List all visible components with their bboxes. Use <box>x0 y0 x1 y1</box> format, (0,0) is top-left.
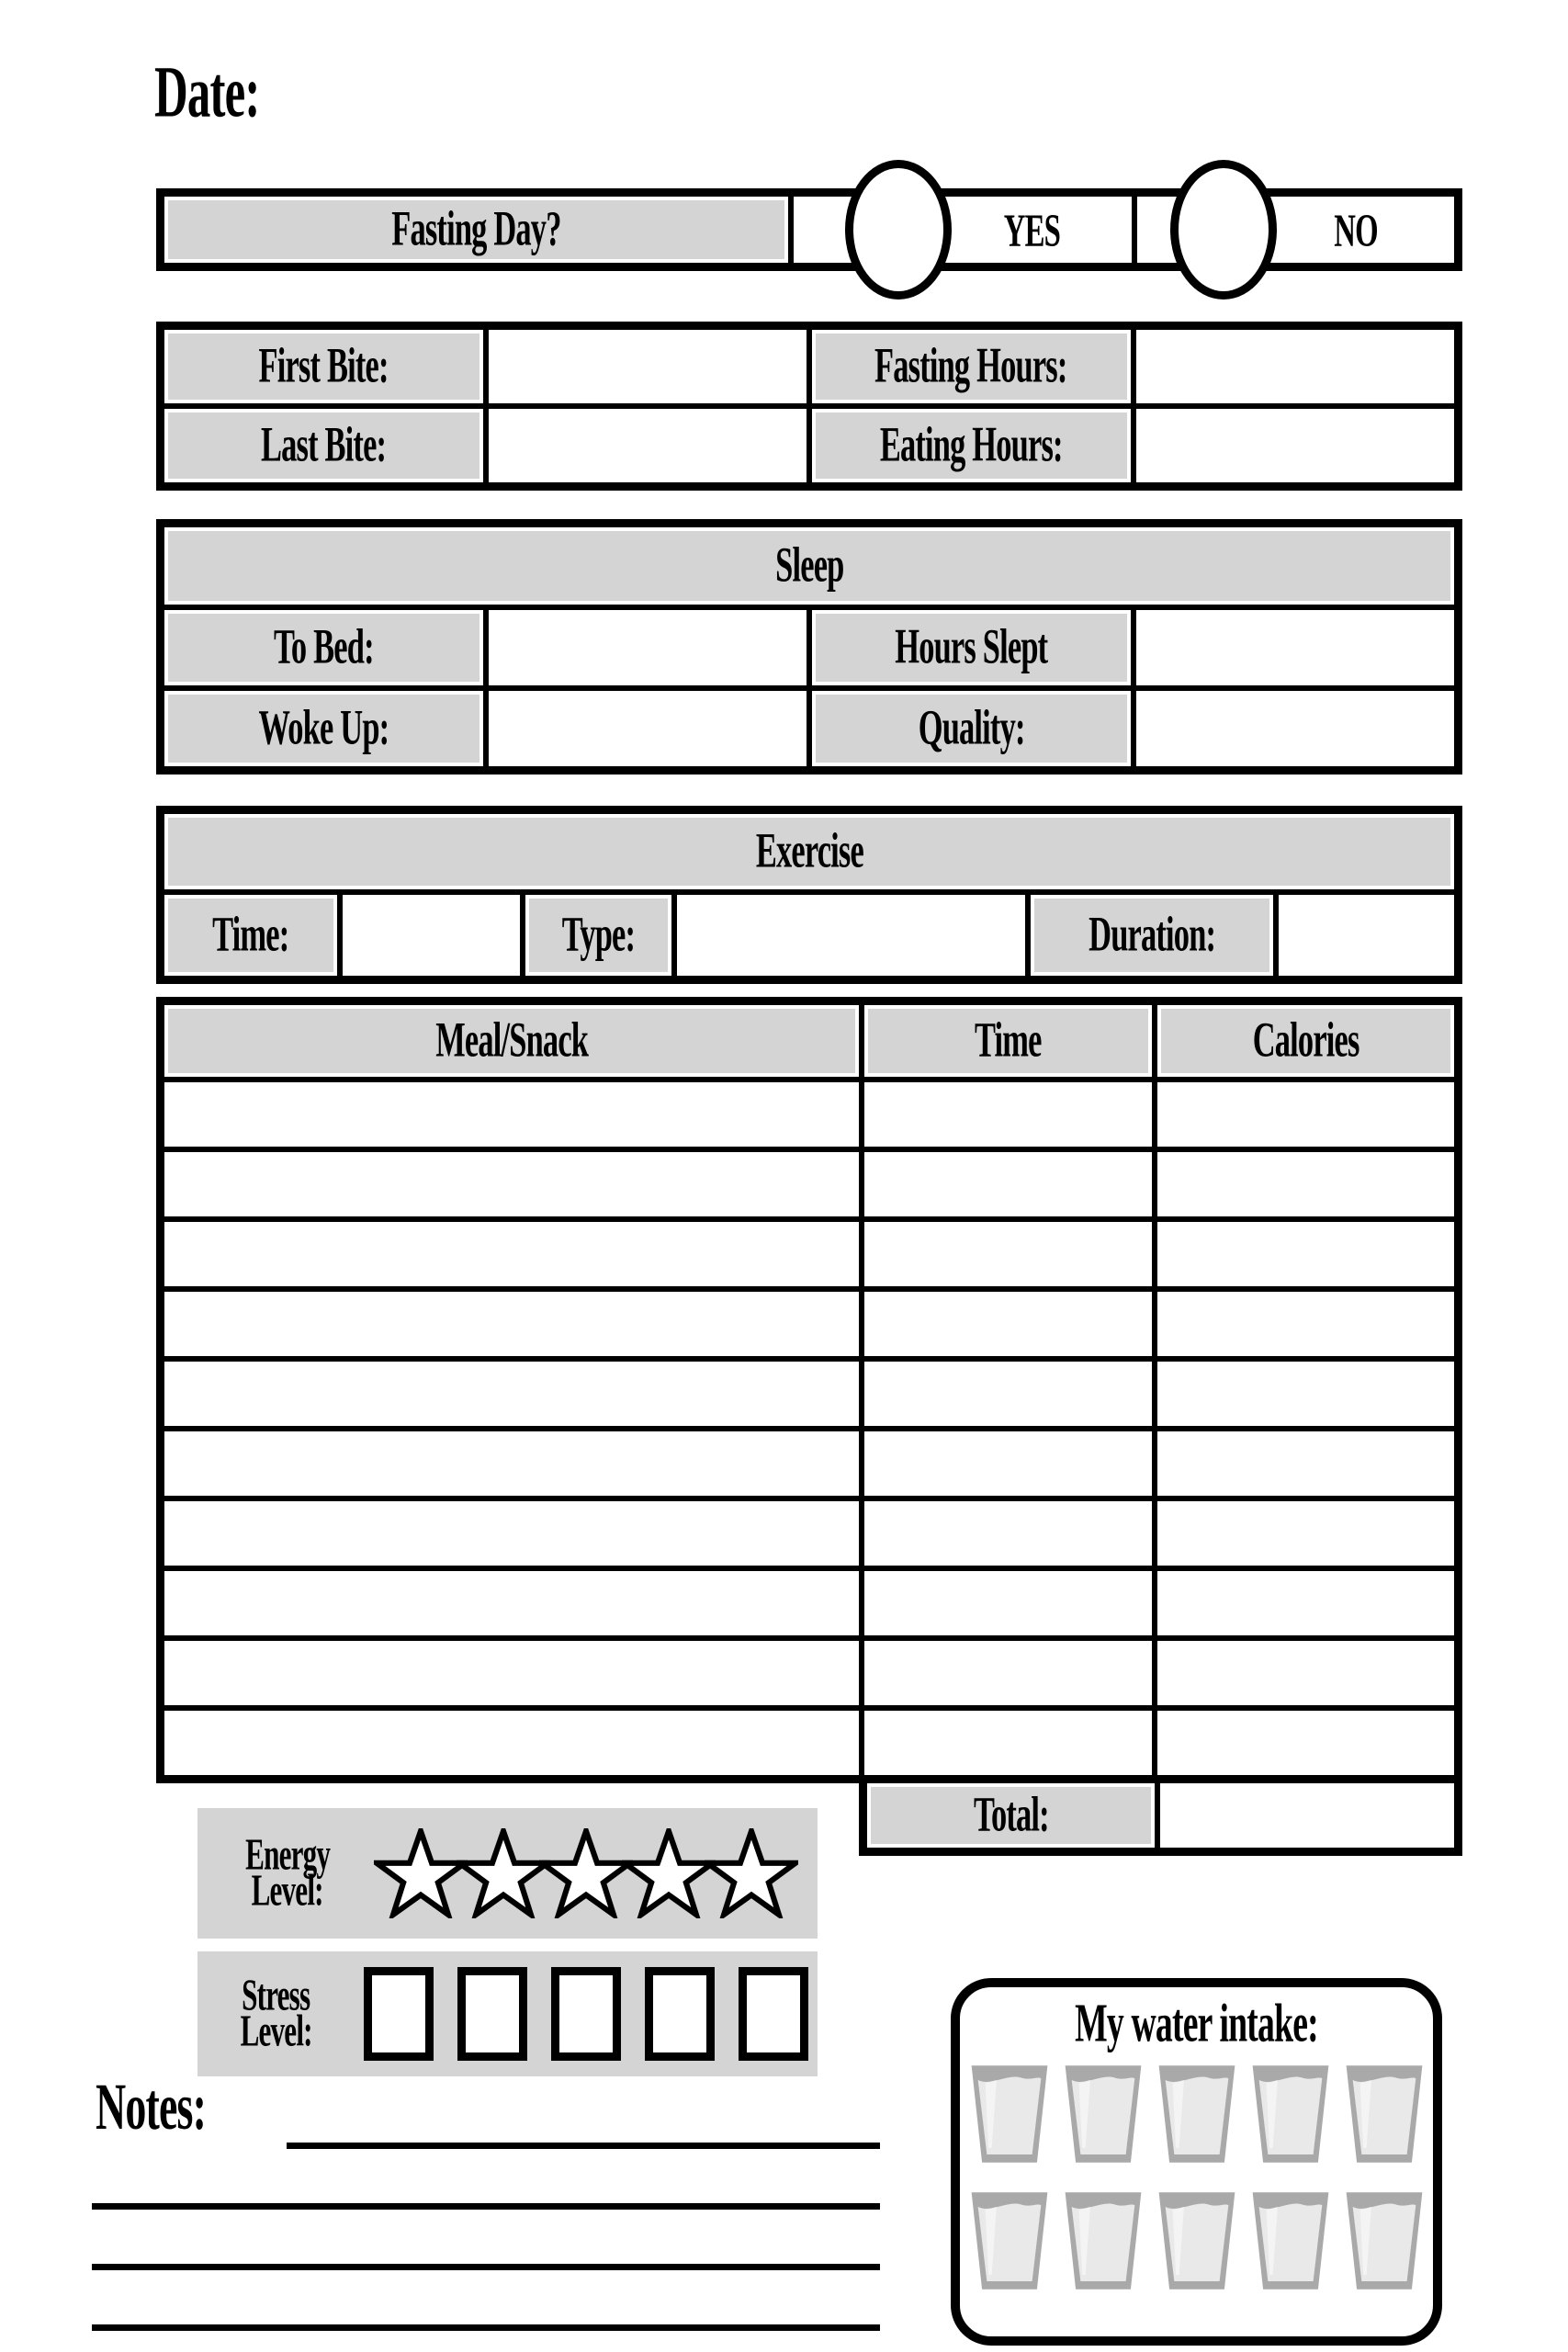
woke-up-label: Woke Up: <box>258 701 389 756</box>
woke-up-value-cell[interactable] <box>489 691 807 766</box>
no-choice-circle[interactable] <box>1170 160 1277 300</box>
fasting-hours-value-cell[interactable] <box>1136 330 1455 403</box>
notes-writing-line[interactable] <box>92 2264 880 2270</box>
bite-hours-table <box>156 322 1462 491</box>
exercise-header-cell <box>164 814 1454 889</box>
meal-entry-cell[interactable] <box>164 1711 859 1775</box>
exercise-type-label-cell <box>525 895 671 976</box>
star-icon[interactable] <box>539 1828 633 1918</box>
no-label: NO <box>1333 203 1378 256</box>
total-label-cell <box>867 1783 1155 1848</box>
exercise-duration-value-cell[interactable] <box>1279 895 1454 976</box>
fasting-day-question-cell <box>164 197 788 263</box>
woke-up-label-cell <box>164 691 483 766</box>
water-glass-icon[interactable] <box>1344 2060 1425 2168</box>
water-glass-icon[interactable] <box>1156 2187 1237 2295</box>
last-bite-label-cell <box>164 409 483 482</box>
meal-entry-cell[interactable] <box>164 1292 859 1356</box>
energy-stars <box>374 1828 798 1918</box>
yes-choice-circle[interactable] <box>845 160 952 300</box>
water-glass-icon[interactable] <box>1156 2060 1237 2168</box>
star-icon[interactable] <box>457 1828 550 1918</box>
stress-checkbox[interactable] <box>645 1967 715 2061</box>
water-glass-icon[interactable] <box>1063 2060 1144 2168</box>
star-icon[interactable] <box>705 1828 798 1918</box>
fasting-hours-label: Fasting Hours: <box>874 339 1068 394</box>
calories-header: Calories <box>1252 1013 1359 1069</box>
water-glasses <box>963 2060 1431 2295</box>
meal-time-cell[interactable] <box>864 1501 1152 1566</box>
last-bite-label: Last Bite: <box>261 418 387 473</box>
meal-time-cell[interactable] <box>864 1641 1152 1705</box>
meal-entry-cell[interactable] <box>164 1222 859 1286</box>
stress-checkbox[interactable] <box>739 1967 808 2061</box>
star-icon[interactable] <box>374 1828 468 1918</box>
to-bed-value-cell[interactable] <box>489 610 807 685</box>
stress-checkbox[interactable] <box>457 1967 527 2061</box>
sleep-header-cell <box>164 527 1454 605</box>
to-bed-label: To Bed: <box>273 620 374 675</box>
fasting-no-cell <box>1137 197 1454 263</box>
meal-time-cell[interactable] <box>864 1082 1152 1147</box>
meal-calories-cell[interactable] <box>1157 1152 1454 1216</box>
calories-total-row <box>859 1775 1462 1856</box>
meal-calories-cell[interactable] <box>1157 1222 1454 1286</box>
water-glass-icon[interactable] <box>1250 2187 1331 2295</box>
fasting-day-label: Fasting Day? <box>391 202 561 257</box>
stress-boxes <box>364 1967 808 2061</box>
eating-hours-value-cell[interactable] <box>1136 409 1455 482</box>
stress-level-label <box>214 1971 338 2056</box>
meal-entry-cell[interactable] <box>164 1431 859 1496</box>
hours-slept-label-cell <box>812 610 1131 685</box>
meal-entry-cell[interactable] <box>164 1362 859 1426</box>
notes-label: Notes: <box>96 2071 207 2144</box>
stress-level-box <box>197 1951 818 2076</box>
last-bite-value-cell[interactable] <box>489 409 807 482</box>
energy-label-line1: Energy <box>244 1830 331 1881</box>
yes-label: YES <box>1003 203 1060 256</box>
energy-level-label <box>214 1830 361 1916</box>
star-icon[interactable] <box>622 1828 716 1918</box>
meal-time-cell[interactable] <box>864 1711 1152 1775</box>
stress-label-line1: Stress <box>242 1971 310 2021</box>
stress-checkbox[interactable] <box>551 1967 621 2061</box>
meal-calories-cell[interactable] <box>1157 1711 1454 1775</box>
water-intake-box <box>951 1978 1442 2346</box>
meal-calories-cell[interactable] <box>1157 1571 1454 1635</box>
exercise-table <box>156 806 1462 984</box>
energy-label-line2: Level: <box>251 1866 324 1916</box>
meal-entry-cell[interactable] <box>164 1152 859 1216</box>
meal-time-cell[interactable] <box>864 1431 1152 1496</box>
meal-snack-header: Meal/Snack <box>435 1013 588 1069</box>
fasting-hours-label-cell <box>812 330 1131 403</box>
water-glass-icon[interactable] <box>1250 2060 1331 2168</box>
sleep-title: Sleep <box>774 538 844 594</box>
meal-time-cell[interactable] <box>864 1292 1152 1356</box>
stress-label-line2: Level: <box>240 2007 312 2056</box>
meal-calories-cell[interactable] <box>1157 1501 1454 1566</box>
exercise-duration-label-cell <box>1031 895 1273 976</box>
first-bite-label-cell <box>164 330 483 403</box>
water-glass-icon[interactable] <box>969 2187 1050 2295</box>
meal-entry-cell[interactable] <box>164 1571 859 1635</box>
meal-time-cell[interactable] <box>864 1571 1152 1635</box>
hours-slept-value-cell[interactable] <box>1136 610 1455 685</box>
exercise-time-label: Time: <box>212 908 289 963</box>
notes-writing-line[interactable] <box>287 2143 880 2149</box>
time-header: Time <box>975 1013 1042 1069</box>
meal-entry-cell[interactable] <box>164 1501 859 1566</box>
meal-calories-cell[interactable] <box>1157 1082 1454 1147</box>
meal-time-cell[interactable] <box>864 1222 1152 1286</box>
quality-label-cell <box>812 691 1131 766</box>
hours-slept-label: Hours Slept <box>895 620 1048 675</box>
notes-writing-line[interactable] <box>92 2203 880 2210</box>
exercise-duration-label: Duration: <box>1088 908 1216 963</box>
meal-header-cell <box>164 1005 859 1077</box>
fasting-day-row <box>156 188 1462 271</box>
date-row <box>154 52 283 133</box>
meal-calories-cell[interactable] <box>1157 1292 1454 1356</box>
meal-entry-cell[interactable] <box>164 1641 859 1705</box>
water-glass-icon[interactable] <box>1344 2187 1425 2295</box>
quality-label: Quality: <box>918 701 1025 756</box>
meal-log-table <box>156 997 1462 1783</box>
sleep-table <box>156 519 1462 775</box>
stress-checkbox[interactable] <box>364 1967 434 2061</box>
exercise-title: Exercise <box>755 824 863 879</box>
meal-entry-cell[interactable] <box>164 1082 859 1147</box>
notes-extra-lines <box>92 2203 880 2352</box>
exercise-time-value-cell[interactable] <box>343 895 520 976</box>
exercise-type-label: Type: <box>561 908 636 963</box>
exercise-time-label-cell <box>164 895 337 976</box>
meal-calories-cell[interactable] <box>1157 1641 1454 1705</box>
first-bite-label: First Bite: <box>258 339 389 394</box>
energy-level-box <box>197 1808 818 1939</box>
calories-header-cell <box>1157 1005 1454 1077</box>
meal-calories-cell[interactable] <box>1157 1431 1454 1496</box>
water-glass-icon[interactable] <box>1063 2187 1144 2295</box>
water-glass-icon[interactable] <box>969 2060 1050 2168</box>
total-value-cell[interactable] <box>1160 1783 1454 1848</box>
total-label: Total: <box>973 1788 1049 1843</box>
notes-writing-line[interactable] <box>92 2324 880 2331</box>
to-bed-label-cell <box>164 610 483 685</box>
meal-time-cell[interactable] <box>864 1152 1152 1216</box>
meal-calories-cell[interactable] <box>1157 1362 1454 1426</box>
water-intake-title: My water intake: <box>1075 1992 1318 2053</box>
fasting-yes-cell <box>794 197 1132 263</box>
exercise-type-value-cell[interactable] <box>677 895 1025 976</box>
eating-hours-label-cell <box>812 409 1131 482</box>
date-label: Date: <box>154 52 260 133</box>
time-header-cell <box>864 1005 1152 1077</box>
first-bite-value-cell[interactable] <box>489 330 807 403</box>
meal-time-cell[interactable] <box>864 1362 1152 1426</box>
eating-hours-label: Eating Hours: <box>879 418 1063 473</box>
quality-value-cell[interactable] <box>1136 691 1455 766</box>
